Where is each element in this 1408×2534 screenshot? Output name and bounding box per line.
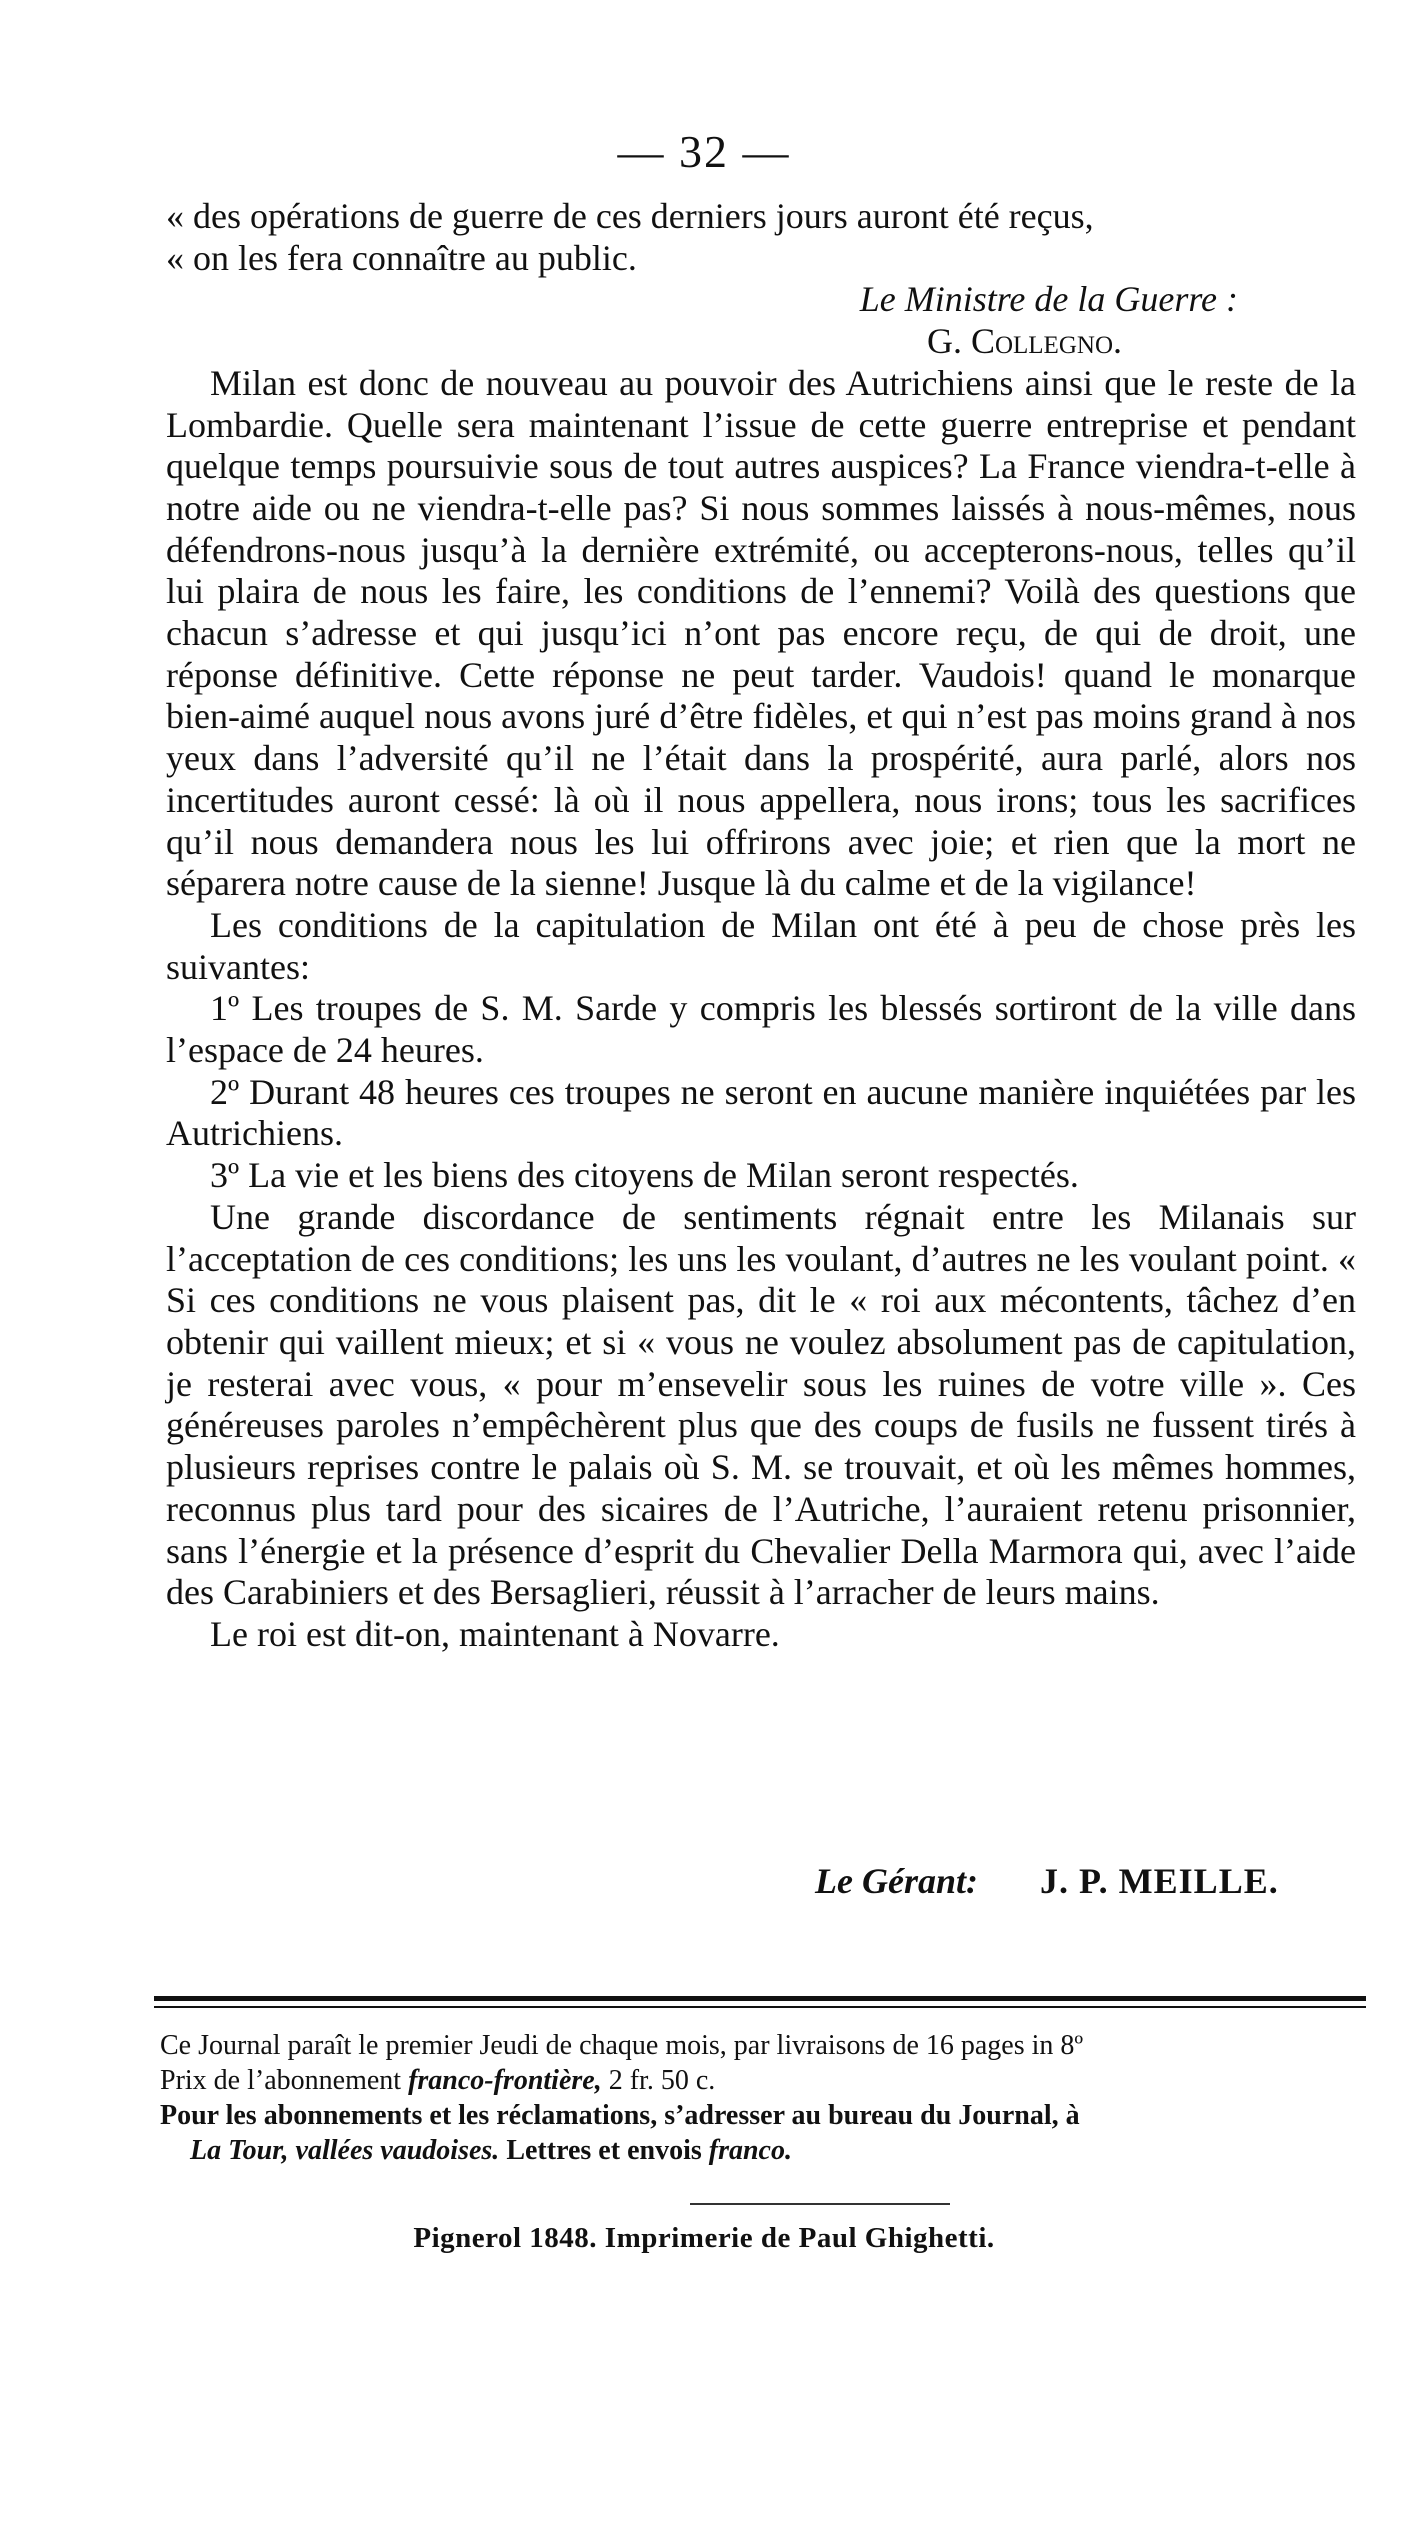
paragraph: Milan est donc de nouveau au pouvoir des Autrichiens ainsi que le reste de la Lombardie. Quelle sera maintenant l’issue de cette guerre entreprise et pendant quelque temps poursuivie sous de tout autres auspices? La France viendra-t-elle à notre aide ou ne viendra-t-elle pas? Si nous sommes laissés à nous-mêmes, nous défendrons-nous jusqu’à la dernière extrémité, ou accepterons-nous, telles qu’il lui plaira de nous les faire, les conditions de l’ennemi? Voilà des questions que chacun s’adresse et qui jusqu’ici n’ont pas encore reçu, de qui de droit, une réponse définitive. Cette réponse ne peut tarder. Vaudois! quand le monarque bien-aimé auquel nous avons juré d’être fidèles, et qui n’est pas moins grand à nos yeux dans l’adversité qu’il ne l’était dans la prospérité, aura parlé, alors nos incertitudes auront cessé: là où il nous appellera, nous irons; tous les sacrifices qu’il nous demandera nous les lui offrirons avec joie; et rien que la mort ne séparera notre cause de la sienne! Jusque là du calme et de la vigilance!	[166, 362, 1356, 904]
condition-item: 2º Durant 48 heures ces troupes ne seront en aucune manière inquiétées par les Autrichiens.	[166, 1071, 1356, 1154]
footer-franco: franco.	[708, 2135, 792, 2166]
paragraph: Les conditions de la capitulation de Milan ont été à peu de chose près les suivantes:	[166, 904, 1356, 987]
gerant-name: J. P. MEILLE.	[1040, 1861, 1279, 1901]
paragraph: Une grande discordance de sentiments régnait entre les Milanais sur l’acceptation de ces conditions; les uns les voulant, d’autres ne les voulant point. « Si ces conditions ne vous plaisent pas, dit le « roi aux mécontents, tâchez d’en obtenir qui vaillent mieux; et si « vous ne voulez absolument pas de capitulation, je resterai avec vous, « pour m’ensevelir sous les ruines de votre ville ». Ces généreuses paroles n’empêchèrent plus que des coups de fusils ne fussent tirés à plusieurs reprises contre le palais où S. M. se trouvait, et où les mêmes hommes, reconnus plus tard pour des sicaires de l’Autriche, l’auraient retenu prisonnier, sans l’énergie et la présence d’esprit du Chevalier Della Marmora qui, avec l’aide des Carabiniers et des Bersaglieri, réussit à l’arracher de leurs mains.	[166, 1196, 1356, 1613]
footer-franco-frontiere: franco-frontière,	[408, 2065, 602, 2096]
imprint-rule	[690, 2203, 950, 2205]
body-text	[166, 196, 1356, 1656]
quote-line: « on les fera connaître au public.	[166, 237, 637, 278]
footer-price-prefix: Prix de l’abonnement	[160, 2065, 402, 2096]
condition-item: 1º Les troupes de S. M. Sarde y compris les blessés sortiront de la ville dans l’espace de 24 heures.	[166, 988, 1356, 1071]
paragraph: Le roi est dit-on, maintenant à Novarre.	[210, 1613, 780, 1654]
signature-name: G. Collegno.	[926, 321, 1122, 362]
footer-notice	[160, 2028, 1360, 2168]
quote-line: « des opérations de guerre de ces derniers jours auront été reçus,	[166, 196, 1094, 236]
page-number: — 32 —	[617, 126, 791, 177]
footer-city: La Tour, vallées vaudoises.	[190, 2135, 500, 2166]
footer-rule-thin	[154, 2006, 1366, 2008]
footer-line	[160, 2133, 1360, 2168]
signature-title: Le Ministre de la Guerre :	[859, 279, 1238, 320]
footer-line: Ce Journal paraît le premier Jeudi de chaque mois, par livraisons de 16 pages in 8º	[160, 2030, 1084, 2061]
footer-price: 2 fr. 50 c.	[608, 2065, 716, 2096]
footer-line	[160, 2063, 1360, 2098]
condition-item: 3º La vie et les biens des citoyens de Milan seront respectés.	[210, 1155, 1079, 1196]
footer-letters: Lettres et envois	[506, 2135, 702, 2166]
footer-rule-thick	[154, 1996, 1366, 2001]
footer-line: Pour les abonnements et les réclamations, s’adresser au bureau du Journal, à	[160, 2100, 1080, 2131]
gerant-label: Le Gérant:	[815, 1861, 978, 1901]
imprint-line: Pignerol 1848. Imprimerie de Paul Ghighetti.	[413, 2222, 995, 2254]
